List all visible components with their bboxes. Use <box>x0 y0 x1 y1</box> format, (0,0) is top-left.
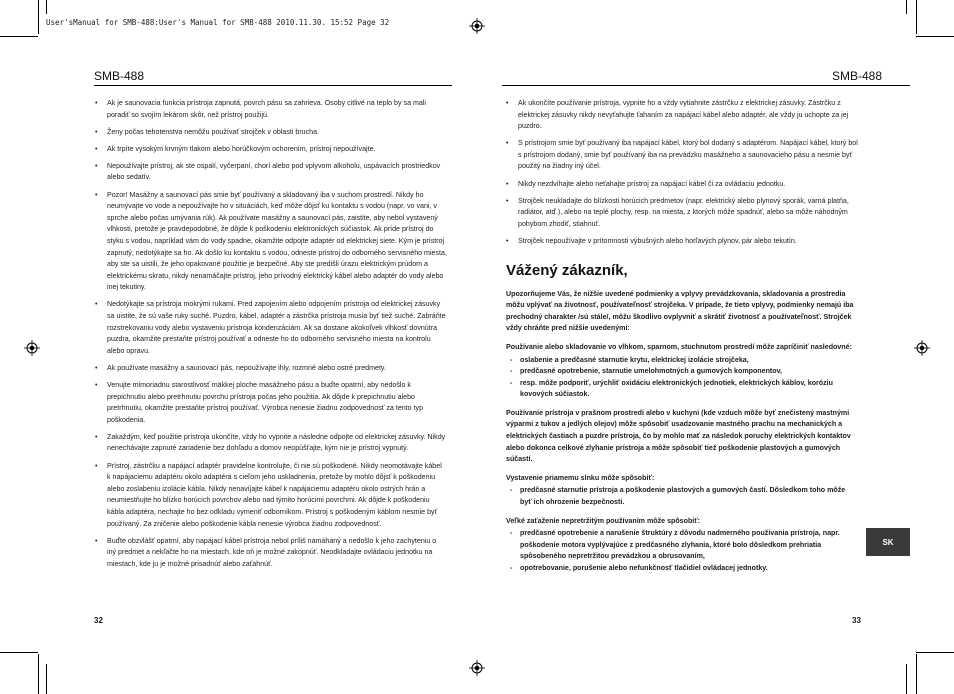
list-item: - opotrebovanie, porušenie alebo nefunkčnosť tlačidiel ovládacej jednotky. <box>506 563 858 575</box>
list-item: • Ak ukončíte používanie prístroja, vypnite ho a vždy vytiahnite zástrčku z elektrickej zásuvky. Zástrčku z elektrickej zásuvky nikdy nevyťahujte ťahaním za napájací kábel alebo adaptér, ale vždy ju uchopte za jej puzdro. <box>506 98 858 133</box>
crop-mark <box>906 0 907 14</box>
list-item: • Venujte mimoriadnu starostlivosť mäkkej ploche masážneho pásu a buďte opatrní, aby nedošlo k prepichnutiu alebo pretrhnutiu povrchu prístroja počas jeho použitia. Ak dôjde k prepichnutiu alebo pretrhnutiu, okamžite prestaňte prístroj používať. Výrobca nenesie žiadnu zodpovednosť za tento typ poškodenia. <box>95 380 447 426</box>
load-title: Veľké zaťaženie nepretržitým používaním môže spôsobiť: <box>506 516 701 525</box>
registration-mark-icon <box>469 660 485 676</box>
crop-mark <box>0 652 38 653</box>
list-item: - resp. môže podporiť, urýchliť oxidáciu elektronických jednotiek, elektrických káblov, koróziu kovových súčiastok. <box>506 378 858 401</box>
list-item: • Strojček nepoužívajte v prítomnosti výbušných alebo horľavých plynov, pár alebo tekutín. <box>506 236 858 248</box>
print-job-header: User'sManual for SMB-488:User's Manual for SMB-488 2010.11.30. 15:52 Page 32 <box>46 18 390 27</box>
list-item: • Nepoužívajte prístroj, ak ste ospalí, vyčerpaní, chorí alebo pod vplyvom alkoholu, uspávacích prostriedkov alebo sedatív. <box>95 161 447 184</box>
right-header-rule <box>502 85 910 86</box>
crop-mark <box>916 36 954 37</box>
crop-mark <box>38 654 39 694</box>
crop-mark <box>916 652 954 653</box>
left-page-content <box>95 98 447 576</box>
list-item: • S prístrojom smie byť používaný iba napájací kábel, ktorý bol dodaný s adaptérom. Napájací kábel, ktorý bol s prístrojom dodaný, smie byť používaný iba na prevádzku masážneho a saunovacieho pásu a nesmie byť použitý na žiadny iný účel. <box>506 138 858 173</box>
list-item: • Pozor! Masážny a saunovací pás smie byť používaný a skladovaný iba v suchom prostredí. Nikdy ho neumývajte vo vode a nepoužívajte ho v situáciách, keď môže dôjsť ku kontaktu s vodou (napr. vo vani, v sprche alebo počas umývania rúk). Ak používate masážny a saunovací pás, zaistite, aby nebol vystavený vlhkosti, pretože je pravdepodobné, že dôjde k poškodeniu elektronických súčiastok. Ak príde prístroj do styku s vodou, napríklad vám do vody spadne, okamžite odpojte adaptér od elektrickej siete. Kým je prístroj zapnutý, nedotýkajte sa ho. Ak došlo ku kontaktu s vodou, odneste prístroj do odborného servisného miesta, aby ste sa uistili, že jeho opakované použitie je bezpečné. Aby ste predišli úrazu elektrickým prúdom a elektrickému skratu, nikdy nenamáčajte prístroj, jeho prívodný elektrický kábel alebo adaptér do vody alebo inej tekutiny. <box>95 190 447 294</box>
list-item: - predčasné opotrebenie a narušenie štruktúry z dôvodu nadmerného používania prístroja, napr. poškodenie motora vyplývajúce z predčasného zlyhania, ktoré bolo dôsledkom prehriatia spôsobeného nepretržitou prevádzkou a obrusovaním, <box>506 528 858 563</box>
sunlight-title: Vystavenie priamemu slnku môže spôsobiť: <box>506 473 655 482</box>
list-item: • Prístroj, zástrčku a napájací adaptér pravidelne kontrolujte, či nie sú poškodené. Nikdy neomotávajte kábel k napájaciemu adaptéru okolo adaptéra s cieľom jeho uskladnenia, pretože by mohlo dôjsť k poškodeniu alebo zoslabeniu izolácie kábla. Nikdy nenavíjajte kábel k napájaciemu adaptéru okolo ostrých hrán a neumiestňujte ho blízko horúcich povrchov alebo nad týmito horúcimi povrchmi. Ak dôjde k poškodeniu kábla adaptéra, nechajte ho bez odkladu vymeniť odborníkom. Prístroj s poškodeným káblom nesmie byť používaný. Za zničenie alebo poškodenie kábla nenesie výrobca žiadnu zodpovednosť. <box>95 461 447 531</box>
list-item: - predčasné opotrebenie, starnutie umelohmotných a gumových komponentov, <box>506 366 858 378</box>
crop-mark <box>0 36 38 37</box>
list-item: • Zakaždým, keď použitie prístroja ukončíte, vždy ho vypnite a následne odpojte od elektrickej zásuvky. Nikdy nenechávajte zapnuté zariadenie bez dohľadu a domov neopúšťajte, kým nie je prístroj vypnutý. <box>95 432 447 455</box>
registration-mark-icon <box>914 340 930 356</box>
crop-mark <box>46 0 47 14</box>
crop-mark <box>916 654 917 694</box>
left-model-label: SMB-488 <box>94 69 145 83</box>
left-header-rule <box>94 85 452 86</box>
humidity-list <box>506 355 858 401</box>
right-bullet-list <box>506 98 858 248</box>
crop-mark <box>46 664 47 694</box>
crop-mark <box>906 664 907 694</box>
right-page-number: 33 <box>852 616 861 625</box>
registration-mark-icon <box>469 18 485 34</box>
left-bullet-list <box>95 98 447 570</box>
section-heading: Vážený zákazník, <box>506 261 628 279</box>
right-model-label: SMB-488 <box>832 69 883 83</box>
language-tab: SK <box>866 528 910 556</box>
list-item: • Ženy počas tehotenstva nemôžu používať strojček v oblasti brucha. <box>95 127 447 139</box>
list-item: - predčasné starnutie prístroja a poškodenie plastových a gumových častí. Dôsledkom toho môže byť ich ohrozenie bezpečnosti. <box>506 485 858 508</box>
intro-paragraph: Upozorňujeme Vás, že nižšie uvedené podmienky a vplyvy prevádzkovania, skladovania a prostredia môžu vplývať na životnosť, používateľnosť strojčeka. V prípade, že tieto vplyvy, podmienky nemajú iba prechodný charakter /sú stále/, môžu škodlivo ovplyvniť a skrátiť životnosť a používateľnosť. Strojček vždy chráňte pred nižšie uvedenými: <box>506 289 854 333</box>
list-item: • Buďte obzvlášť opatrní, aby napájací kábel prístroja nebol príliš namáhaný a nedošlo k jeho zachyteniu o iný predmet a nekľačte ho na miestach, kde oň je možné zakopnúť. Neodkladajte ovládaciu jednotku na miestach, kde ju je možné prisadnúť alebo zaťahnúť. <box>95 536 447 571</box>
list-item: • Strojček neukladajte do blízkosti horúcich predmetov (napr. elektrický alebo plynový sporák, varná platňa, radiátor, atď.), alebo na teplé plochy, resp. na miesta, z ktorých môže spadnúť, alebo sa môže náhodným pohybom zhodiť, stiahnuť. <box>506 196 858 231</box>
left-page-number: 32 <box>94 616 103 625</box>
list-item: • Ak trpíte vysokým krvným tlakom alebo horúčkovým ochorením, prístroj nepoužívajte. <box>95 144 447 156</box>
list-item: • Nikdy nezdvíhajte alebo neťahajte prístroj za napájací kábel či za ovládaciu jednotku. <box>506 179 858 191</box>
crop-mark <box>916 0 917 34</box>
list-item: • Nedotýkajte sa prístroja mokrými rukami. Pred zapojením alebo odpojením prístroja od elektrickej zásuvky sa uistite, že sú vaše ruky suché. Puzdro, kábel, adaptér a zástrčka prístroja musia byť tiež suché. Zabráňte rozstrekovaniu vody alebo vystaveniu prístroja kondenzáciám. Ak sa dostane akokoľvek vlhkosť dovnútra puzdra, okamžite prestaňte prístroj používať a odneste ho do odborného servisného miesta na kontrolu alebo opravu. <box>95 299 447 357</box>
list-item: • Ak je saunovacia funkcia prístroja zapnutá, povrch pásu sa zahrieva. Osoby citlivé na teplo by sa mali poradiť so svojím lekárom skôr, než prístroj použijú. <box>95 98 447 121</box>
registration-mark-icon <box>24 340 40 356</box>
list-item: - oslabenie a predčasné starnutie krytu, elektrickej izolácie strojčeka, <box>506 355 858 367</box>
humidity-title: Používanie alebo skladovanie vo vlhkom, sparnom, stuchnutom prostredí môže zapríčiniť nasledovné: <box>506 342 852 351</box>
list-item: • Ak používate masážny a saunovací pás, nepoužívajte ihly, rozmné alebo ostré predmety. <box>95 363 447 375</box>
dust-paragraph: Používanie prístroja v prašnom prostredí alebo v kuchyni (kde vzduch môže byť znečistený mastnými výparmi z tukov a jedlých olejov) môže spôsobiť usadzovanie mastného prachu na mechanických a elektrických častiach a puzdre prístroja, čo by mohlo mať za následok poruchy elektrických kontaktov alebo dokonca celkové zlyhanie prístroja a môže spôsobiť tiež poškodenie plastových a gumových súčastí. <box>506 408 851 464</box>
sunlight-list <box>506 485 858 508</box>
crop-mark <box>38 0 39 34</box>
right-page-content <box>506 98 858 582</box>
load-list <box>506 528 858 574</box>
